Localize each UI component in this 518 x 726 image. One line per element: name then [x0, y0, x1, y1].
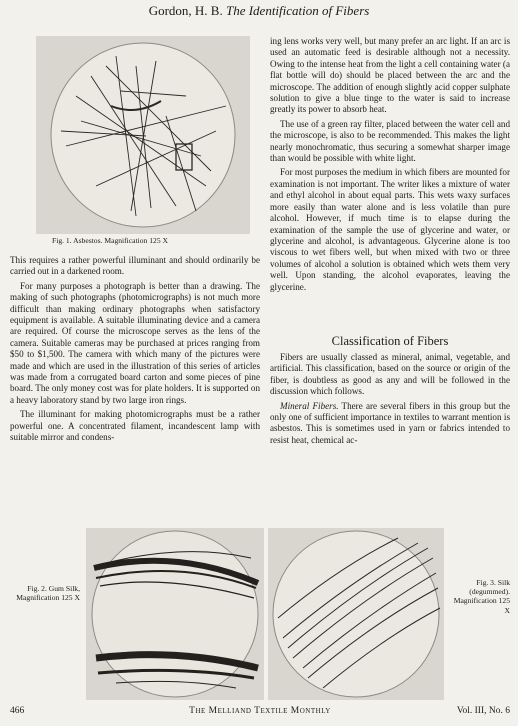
running-header — [0, 3, 518, 19]
paragraph: For many purposes a photograph is better than a drawing. The making of such photographs (photomicrographs) is not much more difficult than making ordinary photographs when satisfactory equipment is available. A suitable illuminating device and a camera are required. Of course the microscope serves as the lens of the camera. Suitable cameras may be purchased at prices ranging from $50 to $1,500. The camera with which many of the pictures were made and which are used in the illustration of this series of articles was made from a corrugated board carton and some pieces of pine board. The only money cost was for plate holders. It is supported on a heavy laboratory stand by two large iron rings. — [10, 280, 260, 405]
figure-1-caption: Fig. 1. Asbestos. Magnification 125 X — [52, 236, 169, 245]
paragraph: The illuminant for making photomicrographs must be a rather powerful one. A concentrated filament, incandescent lamp with suitable mirror and condens- — [10, 409, 260, 443]
header-author: Gordon, H. B. — [148, 3, 223, 18]
paragraph: Fibers are usually classed as mineral, animal, vegetable, and artificial. This classification, based on the source or origin of the fiber, is doubtless as good as any and will be followed in the discussion which follows. — [270, 352, 510, 397]
paragraph: The use of a green ray filter, placed between the water cell and the microscope, is also to be recommended. This makes the light nearly monochromatic, thus securing a somewhat sharper image than would be possible with white light. — [270, 118, 510, 164]
journal-name: The Melliand Textile Monthly — [189, 706, 331, 716]
paragraph: This requires a rather powerful illuminant and should ordinarily be carried out in a darkened room. — [10, 255, 260, 277]
mineral-fibers-lead: Mineral Fibers. — [280, 400, 339, 411]
right-column-top — [270, 36, 510, 296]
figure-1-asbestos-photo — [36, 36, 250, 234]
volume-issue: Vol. III, No. 6 — [456, 706, 510, 716]
paragraph: Mineral Fibers. There are several fibers in this group but the only one of sufficient importance in textiles to warrant mention is asbestos. This is sometimes used in yarn or fabrics intended to resist heat, chemical ac- — [270, 400, 511, 445]
paragraph: ing lens works very well, but many prefer an arc light. If an arc is used an automatic feed is desirable although not a necessity. Owing to the intense heat from the light a cell containing water (a flat bottle will do) should be placed between the arc and the microscope. The addition of enough slightly acid copper sulphate solution to give a blue tinge to the water is said to increase greatly its power to absorb heat. — [270, 36, 510, 115]
header-title: The Identification of Fibers — [225, 3, 370, 18]
left-column — [10, 255, 260, 447]
section-title: Classification of Fibers — [331, 334, 449, 348]
figure-3-caption: Fig. 3. Silk (degummed). Magnification 125 X — [453, 578, 510, 615]
figure-3-silk-degummed-photo — [268, 528, 444, 700]
right-column-bottom — [270, 352, 510, 449]
figure-2-caption: Fig. 2. Gum Silk, Magnification 125 X — [16, 584, 80, 603]
paragraph: For most purposes the medium in which fibers are mounted for examination is not important. The writer likes a mixture of water and ethyl alcohol in about equal parts. This wets waxy surfaces more easily than water alone and is less volatile than pure alcohol. However, if much time is to elapse during the examination of the sample the use of glycerine and water, or glycerine and alcohol, is advantageous. Glycerine alone is too viscous to wet fibers well, but when mixed with two or three volumes of alcohol a solution is obtained which wets them very well. Upon standing, the alcohol evaporates, leaving the glycerine. — [270, 167, 510, 292]
figure-2-gum-silk-photo — [86, 528, 264, 700]
page-number: 466 — [10, 706, 25, 716]
